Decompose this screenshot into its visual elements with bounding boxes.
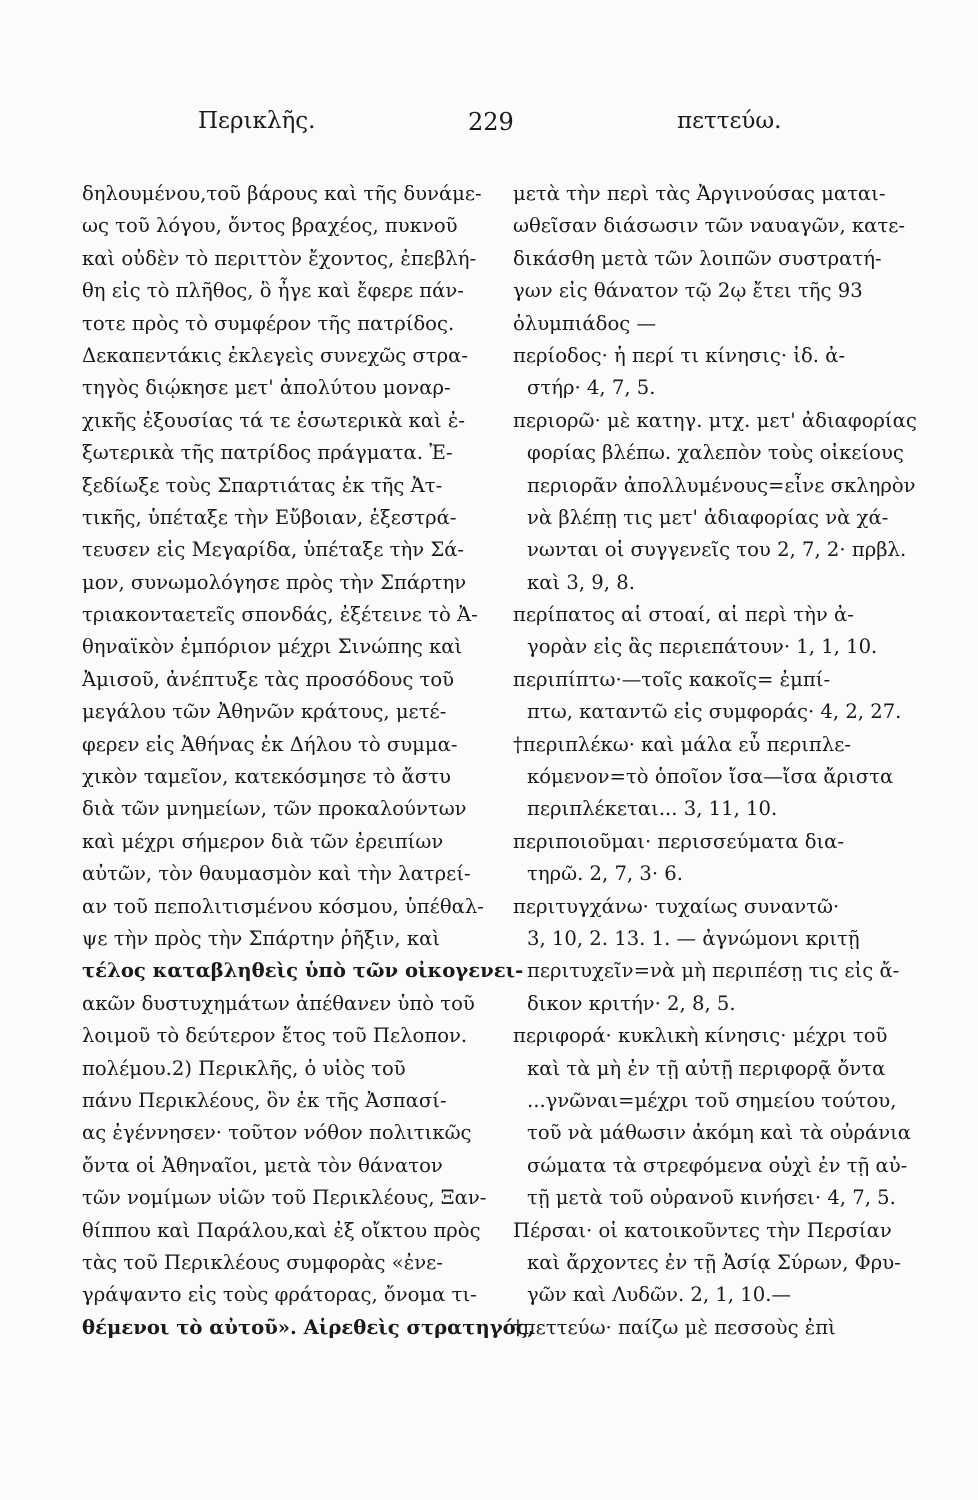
text-line: αὐτῶν, τὸν θαυμασμὸν καὶ τὴν λατρεί- — [82, 862, 471, 886]
text-line: πτω, καταντῶ εἰς συμφοράς· 4, 2, 27. — [527, 700, 902, 724]
dictionary-entry: †περιπλέκω· καὶ μάλα εὖ περιπλε- — [513, 732, 851, 756]
text-line: δικον κριτήν· 2, 8, 5. — [527, 991, 736, 1015]
dictionary-entry: περιφορά· κυκλικὴ κίνησις· μέχρι τοῦ — [513, 1024, 888, 1048]
text-line: ...γνῶναι=μέχρι τοῦ σημείου τούτου, — [527, 1088, 897, 1112]
text-line: καὶ οὐδὲν τὸ περιττὸν ἔχοντος, ἐπεβλή- — [82, 246, 477, 270]
text-line: τῶν νομίμων υἱῶν τοῦ Περικλέους, Ξαν- — [82, 1186, 487, 1210]
header-left-headword: Περικλῆς. — [198, 108, 316, 134]
text-line: θηναϊκὸν ἐμπόριον μέχρι Σινώπης καὶ — [82, 635, 463, 659]
dictionary-entry: περίπατος αἱ στοαί, αἱ περὶ τὴν ἀ- — [513, 603, 854, 627]
text-line: θη εἰς τὸ πλῆθος, ὃ ἦγε καὶ ἔφερε πάν- — [82, 279, 464, 303]
dictionary-entry: περιποιοῦμαι· περισσεύματα δια- — [513, 829, 845, 853]
dictionary-entry: Πέρσαι· οἱ κατοικοῦντες τὴν Περσίαν — [513, 1218, 892, 1242]
text-line: νὰ βλέπῃ τις μετ' ἀδιαφορίας νὰ χά- — [527, 505, 889, 529]
left-column — [82, 178, 535, 1344]
text-line: τευσεν εἰς Μεγαρίδα, ὑπέταξε τὴν Σά- — [82, 538, 465, 562]
text-line: Ἀμισοῦ, ἀνέπτυξε τὰς προσόδους τοῦ — [82, 667, 455, 691]
text-line: ακῶν δυστυχημάτων ἀπέθανεν ὑπὸ τοῦ — [82, 991, 475, 1015]
text-line: φορίας βλέπω. χαλεπὸν τοὺς οἰκείους — [527, 441, 904, 465]
text-line: χικὸν ταμεῖον, κατεκόσμησε τὸ ἄστυ — [82, 765, 451, 789]
text-line: γων εἰς θάνατον τῷ 2ῳ ἔτει τῆς 93 — [513, 279, 863, 303]
text-line: καὶ ἄρχοντες ἐν τῇ Ἀσίᾳ Σύρων, Φρυ- — [527, 1250, 901, 1274]
text-line: ὄντα οἱ Ἀθηναῖοι, μετὰ τὸν θάνατον — [82, 1153, 443, 1177]
text-line: γορὰν εἰς ἃς περιεπάτουν· 1, 1, 10. — [527, 635, 878, 659]
text-line: ας ἐγέννησεν· τοῦτον νόθον πολιτικῶς — [82, 1121, 472, 1145]
text-line: θίππου καὶ Παράλου,καὶ ἐξ οἴκτου πρὸς — [82, 1218, 481, 1242]
text-line: νωνται οἱ συγγενεῖς του 2, 7, 2· πρβλ. — [527, 538, 907, 562]
text-line: τοῦ νὰ μάθωσιν ἀκόμη καὶ τὰ οὐράνια — [527, 1121, 912, 1145]
text-line: περιπλέκεται... 3, 11, 10. — [527, 797, 778, 821]
text-line: χικῆς ἐξουσίας τά τε ἐσωτερικὰ καὶ ἐ- — [82, 408, 466, 432]
text-line: μετὰ τὴν περὶ τὰς Ἀργινούσας μαται- — [513, 182, 886, 205]
text-line: κόμενον=τὸ ὁποῖον ἴσα—ἴσα ἄριστα — [527, 765, 894, 789]
text-line: τηγὸς διῴκησε μετ' ἀπολύτου μοναρ- — [82, 376, 451, 400]
text-line: γράψαντο εἰς τοὺς φράτορας, ὄνομα τι- — [82, 1283, 477, 1307]
text-line: θέμενοι τὸ αὐτοῦ». Αἱρεθεὶς στρατηγός, — [82, 1315, 535, 1339]
dictionary-entry: περιτυγχάνω· τυχαίως συναντῶ· — [513, 894, 840, 918]
text-line: δικάσθη μετὰ τῶν λοιπῶν συστρατή- — [513, 246, 882, 270]
text-line: πάνυ Περικλέους, ὃν ἐκ τῆς Ἀσπασί- — [82, 1088, 447, 1112]
text-line: καὶ 3, 9, 8. — [527, 570, 635, 594]
text-line: ψε τὴν πρὸς τὴν Σπάρτην ῥῆξιν, καὶ — [82, 926, 441, 950]
dictionary-entry: περιπίπτω·—τοῖς κακοῖς= ἐμπί- — [513, 667, 831, 691]
right-column — [513, 178, 923, 1344]
text-line: καὶ τὰ μὴ ἐν τῇ αὐτῇ περιφορᾷ ὄντα — [527, 1056, 886, 1080]
header-right-headword: πεττεύω. — [677, 108, 782, 134]
dictionary-entry: †πεττεύω· παίζω μὲ πεσσοὺς ἐπὶ — [513, 1315, 836, 1339]
text-line: τριακονταετεῖς σπονδάς, ἐξέτεινε τὸ Ἀ- — [82, 603, 478, 627]
page-number: 229 — [468, 108, 514, 136]
text-line: Δεκαπεντάκις ἐκλεγεὶς συνεχῶς στρα- — [82, 343, 468, 367]
text-line: πολέμου.2) Περικλῆς, ὁ υἱὸς τοῦ — [82, 1056, 406, 1080]
text-line: τῇ μετὰ τοῦ οὐρανοῦ κινήσει· 4, 7, 5. — [527, 1186, 896, 1210]
text-line: ωθεῖσαν διάσωσιν τῶν ναυαγῶν, κατε- — [513, 214, 905, 238]
text-line: μον, συνωμολόγησε πρὸς τὴν Σπάρτην — [82, 570, 467, 594]
text-line: τέλος καταβληθεὶς ὑπὸ τῶν οἰκογενει- — [82, 959, 524, 983]
dictionary-entry: περιορῶ· μὲ κατηγ. μτχ. μετ' ἀδιαφορίας — [513, 408, 917, 432]
text-line: ως τοῦ λόγου, ὄντος βραχέος, πυκνοῦ — [82, 214, 458, 238]
text-line: τὰς τοῦ Περικλέους συμφορὰς «ἐνε- — [82, 1250, 443, 1274]
text-line: 3, 10, 2. 13. 1. — ἀγνώμονι κριτῇ — [527, 926, 860, 950]
text-line: μεγάλου τῶν Ἀθηνῶν κράτους, μετέ- — [82, 700, 447, 724]
page-header — [0, 108, 978, 148]
text-line: λοιμοῦ τὸ δεύτερον ἔτος τοῦ Πελοπον. — [82, 1024, 468, 1048]
text-line: σώματα τὰ στρεφόμενα οὐχὶ ἐν τῇ αὐ- — [527, 1153, 908, 1177]
text-line: ὀλυμπιάδος — — [513, 311, 657, 335]
text-line: στήρ· 4, 7, 5. — [527, 376, 656, 400]
text-line: αν τοῦ πεπολιτισμένου κόσμου, ὑπέθαλ- — [82, 894, 484, 918]
text-line: τικῆς, ὑπέταξε τὴν Εὔβοιαν, ἐξεστρά- — [82, 505, 457, 529]
text-line: φερεν εἰς Ἀθήνας ἐκ Δήλου τὸ συμμα- — [82, 732, 458, 756]
text-line: δηλουμένου,τοῦ βάρους καὶ τῆς δυνάμε- — [82, 182, 482, 205]
text-line: περιτυχεῖν=νὰ μὴ περιπέσῃ τις εἰς ἄ- — [527, 959, 900, 983]
text-line: περιορᾶν ἀπολλυμένους=εἶνε σκληρὸν — [527, 473, 916, 497]
text-line: γῶν καὶ Λυδῶν. 2, 1, 10.— — [527, 1283, 792, 1307]
text-line: καὶ μέχρι σήμερον διὰ τῶν ἐρειπίων — [82, 829, 444, 853]
dictionary-entry: περίοδος· ἡ περί τι κίνησις· ἰδ. ἀ- — [513, 343, 846, 367]
text-line: τοτε πρὸς τὸ συμφέρον τῆς πατρίδος. — [82, 311, 455, 335]
text-line: διὰ τῶν μνημείων, τῶν προκαλούντων — [82, 797, 467, 821]
text-line: τηρῶ. 2, 7, 3· 6. — [527, 862, 683, 886]
text-line: ξεδίωξε τοὺς Σπαρτιάτας ἐκ τῆς Ἀτ- — [82, 473, 443, 497]
text-line: ξωτερικὰ τῆς πατρίδος πράγματα. Ἐ- — [82, 441, 453, 465]
